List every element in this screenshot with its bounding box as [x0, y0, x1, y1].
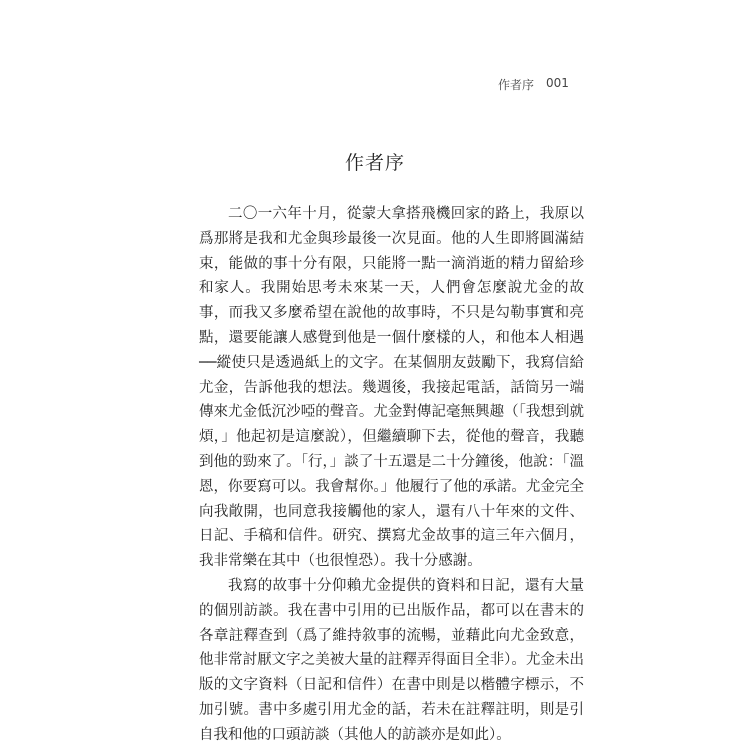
- running-header-section: 作者序: [498, 78, 535, 92]
- page-number: 001: [546, 76, 569, 90]
- paragraph-2: 我寫的故事十分仰賴尤金提供的資料和日記，還有大量的個別訪談。我在書中引用的已出版作品，都可以在書末的各章註釋查到（爲了維持敘事的流暢，並藉此向尤金致意，他非常討厭文字之美被大量的註釋弄得面目全非）。尤金未出版的文字資料（日記和信件）在書中則是以楷體字標示，不加引號。書中多處引用尤金的話，若未在註釋註明，則是引自我和他的口頭訪談（其他人的訪談亦是如此）。: [199, 577, 584, 743]
- body-text: [199, 202, 584, 748]
- paragraph-1: 二〇一六年十月，從蒙大拿搭飛機回家的路上，我原以爲那將是我和尤金與珍最後一次見面。他的人生即將圓滿結束，能做的事十分有限，只能將一點一滴消逝的精力留給珍和家人。我開始思考未來某一天，人們會怎麼說尤金的故事，而我又多麼希望在說他的故事時，不只是勾勒事實和亮點，還要能讓人感覺到他是一個什麼樣的人，和他本人相遇──縱使只是透過紙上的文字。在某個朋友鼓勵下，我寫信給尤金，告訴他我的想法。幾週後，我接起電話，話筒另一端傳來尤金低沉沙啞的聲音。尤金對傳記毫無興趣（「我想到就煩，」他起初是這麼說），但繼續聊下去，從他的聲音，我聽到他的勁來了。「行，」談了十五還是二十分鐘後，他說：「溫恩，你要寫可以。我會幫你。」他履行了他的承諾。尤金完全向我敞開，也同意我接觸他的家人，還有八十年來的文件、日記、手稿和信件。研究、撰寫尤金故事的這三年六個月，我非常樂在其中（也很惶恐）。我十分感謝。: [199, 206, 584, 570]
- running-header: [498, 76, 598, 93]
- page-title: 作者序: [344, 152, 405, 174]
